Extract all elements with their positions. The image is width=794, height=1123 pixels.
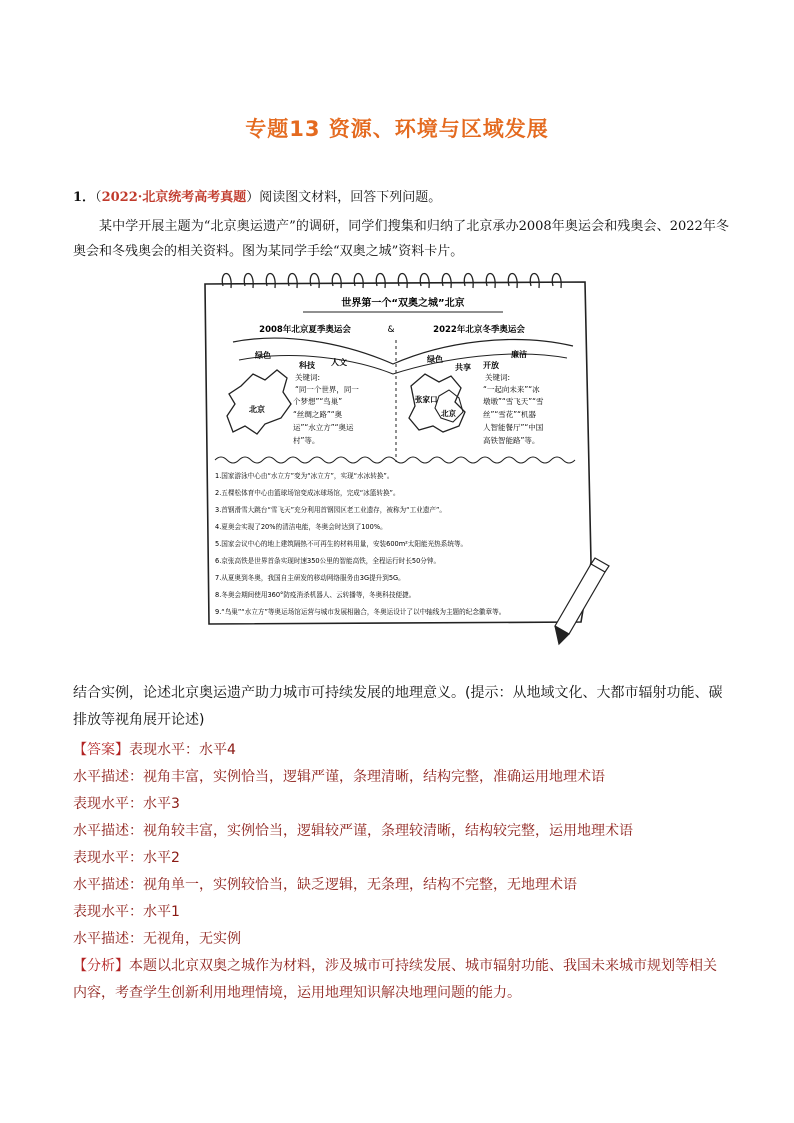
- answer-level-1: 表现水平：水平1: [73, 904, 180, 920]
- answer-level-2: 表现水平：水平2: [73, 850, 180, 866]
- right-keyword-line-5: 高铁智能路”等。: [483, 436, 540, 445]
- left-keyword-line-3: “丝绸之路”“奥: [293, 410, 343, 419]
- left-keywords: [293, 372, 359, 445]
- right-keyword-line-1: “一起向未来”“冰: [483, 385, 540, 394]
- right-keyword-line-0: 关键词:: [485, 373, 511, 382]
- source-open: （: [95, 190, 102, 205]
- analysis-tag: 【分析】: [73, 958, 129, 974]
- legacy-list: [215, 471, 505, 617]
- wavy-separator: [215, 457, 575, 463]
- left-keyword-line-1: “同一个世界，同一: [295, 385, 359, 394]
- answer-desc-1: 水平描述：无视角，无实例: [73, 931, 241, 947]
- right-tag-share: 共享: [455, 363, 471, 372]
- source-close: ）: [246, 190, 260, 205]
- left-title: 2008年北京夏季奥运会: [259, 325, 351, 335]
- legacy-item-8: 8.冬奥会期间使用360°防疫消杀机器人、云转播等，冬奥科技便捷。: [215, 591, 416, 599]
- level-4-label: 表现水平：水平4: [129, 742, 236, 758]
- answer-level-4: [73, 737, 729, 764]
- answer-desc-2: 水平描述：视角单一，实例较恰当，缺乏逻辑，无条理，结构不完整，无地理术语: [73, 877, 577, 893]
- spiral-rings: [222, 274, 561, 289]
- left-tags: [255, 350, 347, 370]
- question-number: 1．: [73, 190, 96, 205]
- left-keyword-line-4: 运”“水立方”“奥运: [293, 423, 354, 432]
- legacy-item-9: 9.“鸟巢”“水立方”等奥运场馆运营与城市发展相融合，冬奥运设计了以中轴线为主题的纪念徽章等。: [215, 608, 506, 616]
- right-tags: [427, 349, 527, 372]
- left-keyword-line-2: 个梦想”“鸟巢”: [293, 397, 343, 406]
- card-heading: 世界第一个“双奥之城”北京: [341, 298, 465, 309]
- right-keyword-line-3: 丝”“雪花”“机器: [483, 410, 537, 419]
- answer-tag: 【答案】: [73, 742, 129, 758]
- left-tag-tech: 科技: [299, 361, 315, 370]
- legacy-item-6: 6.京张高铁是世界首条实现时速350公里的智能高铁，全程运行时长50分钟。: [215, 557, 441, 565]
- page-title: 专题13 资源、环境与区域发展: [245, 117, 549, 141]
- question-text: 结合实例，论述北京奥运遗产助力城市可持续发展的地理意义。(提示：从地域文化、大都市辐射功能、碳排放等视角展开论述): [73, 685, 723, 728]
- legacy-item-2: 2.五棵松体育中心由篮球场馆变成冰球场馆，完成“冰篮转换”。: [215, 489, 400, 497]
- right-title: 2022年北京冬季奥运会: [433, 325, 525, 335]
- legacy-item-4: 4.夏奥会实现了20%的清洁电能，冬奥会时达到了100%。: [215, 523, 387, 531]
- question-prompt: 阅读图文材料，回答下列问题。: [259, 190, 442, 205]
- right-tag-clean: 廉洁: [511, 350, 527, 359]
- right-tag-open: 开放: [483, 361, 499, 370]
- right-tag-green: 绿色: [427, 355, 443, 364]
- question-source: 2022·北京统考高考真题: [101, 190, 247, 205]
- shuang-ao-card-figure: [193, 262, 613, 647]
- material-paragraph: 某中学开展主题为“北京奥运遗产”的调研，同学们搜集和归纳了北京承办2008年奥运会和残奥会、2022年冬奥会和冬残奥会的相关资料。图为某同学手绘“双奥之城”资料卡片。: [73, 219, 729, 259]
- right-keyword-line-4: 人智能餐厅”“中国: [483, 423, 544, 432]
- legacy-item-7: 7.从夏奥到冬奥，我国自主研发的移动网络服务由3G提升到5G。: [215, 574, 405, 582]
- left-keyword-line-5: 村”等。: [293, 436, 320, 445]
- left-map-label: 北京: [249, 405, 265, 414]
- analysis-block: [73, 953, 729, 1007]
- beijing-map-left: [227, 370, 291, 434]
- legacy-item-3: 3.首钢滑雪大跳台“雪飞天”充分利用首钢园区老工业遗存，被称为“工业遗产”。: [215, 506, 446, 514]
- answer-block: [73, 737, 729, 953]
- right-keyword-line-2: 墩墩”“雪飞天”“雪: [483, 397, 544, 406]
- right-map-label-zhangjiakou: 张家口: [415, 395, 438, 404]
- pencil-icon: [555, 558, 609, 644]
- answer-desc-3: 水平描述：视角较丰富，实例恰当，逻辑较严谨，条理较清晰，结构较完整，运用地理术语: [73, 823, 633, 839]
- amp-symbol: &: [387, 325, 395, 335]
- legacy-item-5: 5.国家会议中心的地上建筑隔热不可再生的材料用量，安装600m²太阳能光热系统等。: [215, 540, 468, 548]
- answer-level-3: 表现水平：水平3: [73, 796, 180, 812]
- right-keywords: [483, 372, 544, 445]
- left-tag-humanity: 人文: [331, 358, 347, 367]
- legacy-item-1: 1.国家游泳中心由“水立方”变为“冰立方”，实现“水冰转换”。: [215, 472, 394, 480]
- analysis-text: 本题以北京双奥之城作为材料，涉及城市可持续发展、城市辐射功能、我国未来城市规划等相关内容，考查学生创新利用地理情境，运用地理知识解决地理问题的能力。: [73, 958, 717, 1001]
- answer-desc-4: 水平描述：视角丰富，实例恰当，逻辑严谨，条理清晰，结构完整，准确运用地理术语: [73, 769, 605, 785]
- right-map-label-beijing: 北京: [441, 409, 456, 418]
- left-tag-green: 绿色: [255, 351, 271, 360]
- question-header: [73, 188, 441, 208]
- left-keyword-line-0: 关键词:: [295, 373, 321, 382]
